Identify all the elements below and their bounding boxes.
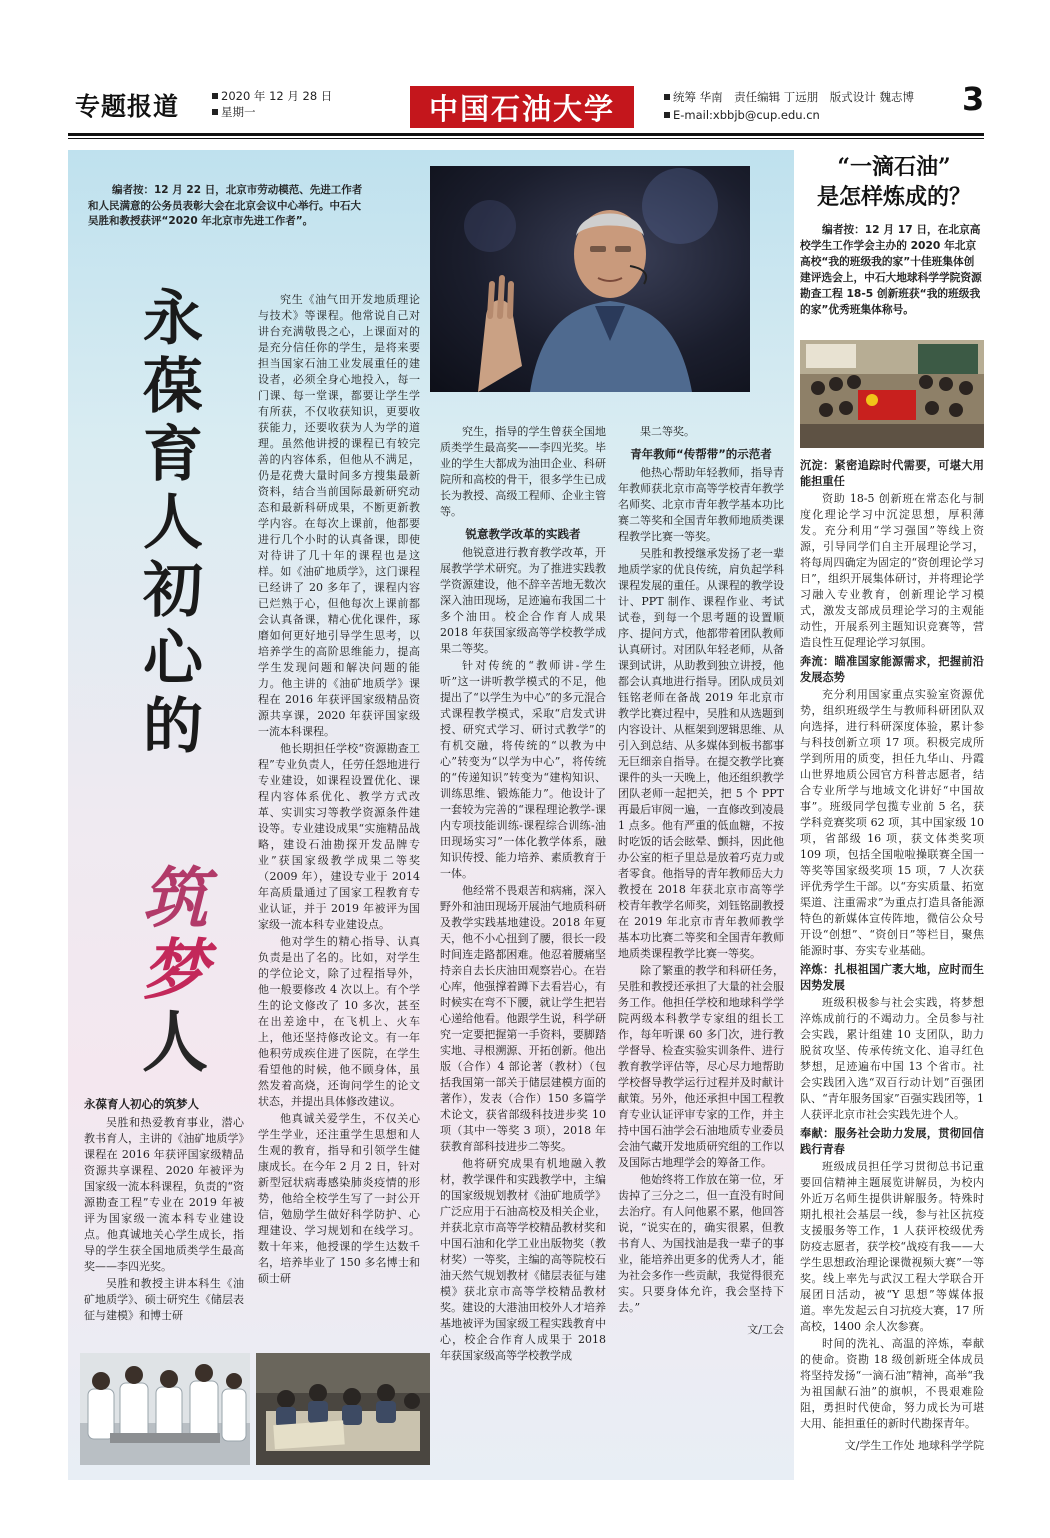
sidebar-subheading: 淬炼：扎根祖国广袤大地，应时而生因势发展 [800,963,984,992]
paragraph: 资助 18-5 创新班在常态化与制度化理论学习中沉淀思想，厚积薄发。充分利用“学习强国”等线上资源，引导同学们自主开展理论学习，将每周四确定为固定的“资创理论学习日”，组织开展集体研讨，并将理论学习融入专业教育，创新理论学习模式，激发支部成员理论学习的主观能动性，开展系列主题知识竞赛等，营造良性互促理论学习氛围。 [800,492,984,649]
headline-accent-char-2: 梦 [142,931,208,1009]
paragraph: 充分利用国家重点实验室资源优势，组织班级学生与教师科研团队双向选择，进行科研深度体验，累计参与科技创新立项 17 项。积极完成所学到所用的质变，担任九华山、丹霞山世界地质公园官方科普志愿者，结合专业所学与地域文化讲好“中国故事”。班级同学包揽专业前 5 名，获学科竞赛奖项 62 项，其中国家级 10 项，省部级 16 项，获文体类奖项 109 项，包括全国啦啦操联赛全国一等奖等国家级奖项 15 项，7 人次获评优秀学生干部。以“夯实质量、拓宽渠道、注重需求”为重点打造具备能源特色的新媒体宣传阵地，微信公众号开设“创想”、“资创日”等栏目，聚焦能源时事、夯实专业基础。 [800,688,984,957]
paragraph: 他真诚关爱学生，不仅关心学生学业，还注重学生思想和人生观的教育，指导和引领学生健康成长。在今年 2 月 2 日，针对新型冠状病毒感染肺炎疫情的形势，他给全校学生写了一封公开信，勉励学生做好科学防护、心理建设、学习规划和在线学习。数十年来，他授课的学生达数千名，培养毕业了 150 多名博士和硕士研 [258,1112,420,1285]
article-column-3 [440,424,606,1365]
issue-weekday: 星期一 [212,104,332,120]
editorial-credits [664,88,914,124]
paragraph: 班级积极参与社会实践，将梦想淬炼成前行的不竭动力。全员参与社会实践，累计组建 10 支团队，助力脱贫攻坚、传承传统文化、追寻红色梦想，足迹遍布中国 13 个省市。社会实践团入选“双百行动计划”百强团队、“青年服务国家”百强实践团等，1 人获评北京市社会实践先进个人。 [800,996,984,1121]
paragraph: 除了繁重的教学和科研任务，吴胜和教授还承担了大量的社会服务工作。他担任学校和地球科学学院两级本科教学专家组的组长工作，每年听课 60 多门次，进行教学督导、检查实验实训条件、进行教育教学评估等，尽心尽力地帮助学校督导教学运行过程并及时献计献策。另外，他还承担中国工程教育专业认证评审专家的工作，并主持中国石油学会石油地质专业委员会油气藏开发地质研究组的工作以及国际古地理学会的筹备工作。 [618,964,784,1169]
paragraph: 针对传统的“教师讲-学生听”这一讲听教学模式的不足，他提出了“以学生为中心”的多元混合式课程教学模式，采取“启发式讲授、研究式学习、研讨式教学”的有机交融，将传统的“以教为中心”转变为“以学为中心”，将传统的“传递知识”转变为“建构知识、训练思维、锻炼能力”。他设计了一套较为完善的“课程理论教学-课内专项技能训练-课程综合训练-油田现场实习”一体化教学体系，融知识传授、能力培养、素质教育于一体。 [440,659,606,880]
paragraph: 究生，指导的学生曾获全国地质类学生最高奖——李四光奖。毕业的学生大都成为油田企业、科研院所和高校的骨干，很多学生已成长为教授、高级工程师、企业主管等。 [440,425,606,518]
paragraph: 时间的洗礼、高温的淬炼，奉献的使命。资勘 18 级创新班全体成员将坚持发扬“一滴石油”精神，高举“我为祖国献石油”的旗帜，不畏艰难险阻，勇担时代使命，努力成长为可堪大用、能担重任的新时代勘探青年。 [800,1337,984,1430]
feature-editor-note: 编者按：12 月 22 日，北京市劳动模范、先进工作者和人民满意的公务员表彰大会在北京会议中心举行。中石大吴胜和教授获评“2020 年北京市先进工作者”。 [88,184,363,227]
section-title: 专题报道 [75,92,180,121]
header-rule-thin [68,138,984,139]
paragraph: 吴胜和热爱教育事业，潜心教书育人，主讲的《油矿地质学》课程在 2016 年获评国家级精品资源共享课程、2020 年被评为国家级一流本科课程，负责的“资源勘查工程”专业在 2019 年被评为国家级一流本科专业建设点。他真诚地关心学生成长，指导的学生获全国地质类学生最高奖——李四光奖。 [84,1116,244,1273]
paragraph: 他对学生的精心指导、认真负责是出了名的。比如，对学生的学位论文，除了过程指导外，他一般要修改 4 次以上。有个学生的论文修改了 10 多次，甚至在出差途中，在飞机上、火车上，他还坚持修改论文。有一年他积劳成疾住进了医院，在学生看望他的时候，他不顾身体，虽然发着高烧，还询问学生的论文状态，并提出具体修改建议。 [258,935,420,1108]
header-rule [68,133,984,136]
sidebar-subheading: 奔流：瞄准国家能源需求，把握前沿发展态势 [800,655,984,684]
class-group-photo [800,340,984,448]
portrait-illustration [430,166,750,392]
article-column-2 [258,292,420,1288]
class-group-photo-illustration [800,340,984,448]
sidebar-headline [796,152,992,212]
headline-accent-char-3: 人 [142,1003,208,1081]
article-byline: 文/工会 [747,1323,784,1336]
lab-photo [80,1353,250,1465]
sidebar-byline: 文/学生工作处 地球科学学院 [844,1439,984,1452]
paragraph: 他经常不畏艰苦和病痛，深入野外和油田现场开展油气地质科研及教学实践基地建设。2018 年夏天，他不小心扭到了腰，很长一段时间连走路都困难。他忍着腰痛坚持亲自去长庆油田观察岩心。在岩心库，他强撑着蹲下去看岩心，有时候实在弯不下腰，就让学生把岩心递给他看。他跟学生说，科学研究一定要把握第一手资料，要脚踏实地、寻根溯源、开拓创新。他出版（合作）4 部论著（教材）（包括我国第一部关于储层建模方面的著作），发表（合作）150 多篇学术论文，获省部级科技进步奖 10 项（其中一等奖 3 项），2018 年获教育部科技进步二等奖。 [440,884,606,1153]
article-column-1 [84,1090,244,1325]
email-line: E-mail:xbbjb@cup.edu.cn [664,106,914,124]
sidebar-subheading: 奉献：服务社会助力发展，贯彻回信践行青春 [800,1127,984,1156]
section-subheading: 永葆育人初心的筑梦人 [84,1097,199,1111]
article-column-4 [618,424,784,1339]
classroom-photo [256,1353,430,1465]
paragraph: 吴胜和教授继承发扬了老一辈地质学家的优良传统，肩负起学科课程发展的重任。从课程的教学设计、PPT 制作、课程作业、考试试卷，到每一个思考题的设置顺序、提问方式，他都带着团队教师认真研讨。对团队年轻老师，从备课到试讲，从助教到独立讲授，他都会认真地进行指导。团队成员刘钰铭老师在备战 2019 年北京市教学比赛过程中，吴胜和从选题到内容设计、从框架到逻辑思维、从引入到总结、从多媒体到板书都事无巨细亲自指导。在提交教学比赛课件的头一天晚上，他还组织教学团队老师一起把关，把 5 个 PPT 再最后审阅一遍，一直修改到凌晨 1 点多。他有严重的低血糖，不按时吃饭的话会眩晕、颤抖，因此他办公室的柜子里总是放着巧克力或者零食。他指导的青年教师岳大力教授在 2018 年获北京市高等学校青年教学名师奖，刘钰铭副教授在 2019 年北京市青年教师教学基本功比赛二等奖和全国青年教师地质类课程教学比赛一等奖。 [618,547,784,960]
paragraph: 他热心帮助年轻教师，指导青年教师获北京市高等学校青年教学名师奖、北京市青年教学基本功比赛二等奖和全国青年教师地质类课程教学比赛一等奖。 [618,466,784,543]
section-subheading: 青年教师“传帮带”的示范者 [630,447,772,461]
paragraph: 果二等奖。 [640,425,695,438]
lab-photo-illustration [80,1353,250,1465]
issue-date: 2020 年 12 月 28 日 [212,88,332,104]
sidebar-article [800,455,984,1455]
sidebar-subheading: 沉淀：紧密追踪时代需要，可堪大用能担重任 [800,459,984,488]
feature-headline-accent [120,859,230,1081]
classroom-photo-illustration [256,1353,430,1465]
paragraph: 究生《油气田开发地质理论与技术》等课程。他常说自己对讲台充满敬畏之心，上课面对的是充分信任你的学生，是将来要担当国家石油工业发展重任的建设者，必须全身心地投入，每一门课、每一堂课，都要让学生学有所获，不仅收获知识，更要收获能力，还要收获为人为学的道理。虽然他讲授的课程已有较完善的内容体系，但他从不满足，仍是花费大量时间多方搜集最新资料，结合当前国际最新研究动态和最新科研成果，不断更新教学内容。在每次上课前，他都要进行几个小时的认真备课，即使对待讲了几十年的课程也是这样。如《油矿地质学》，这门课程已经讲了 20 多年了，课程内容已烂熟于心，但他每次上课前都会认真备课，精心优化课件，琢磨如何更好地引导学生思考，以培养学生的高阶思维能力，提高学生发现问题和解决问题的能力。他主讲的《油矿地质学》课程在 2016 年获评国家级精品资源共享课，2020 年获评国家级一流本科课程。 [258,293,420,738]
issue-date-block [212,88,332,120]
sidebar-headline-line-2: 是怎样炼成的？ [816,184,971,210]
portrait-photo [430,166,750,392]
sidebar-editor-note: 编者按：12 月 17 日，在北京高校学生工作学会主办的 2020 年北京高校“我的班级我的家”十佳班集体创建评选会上，中石大地球科学学院资源勘查工程 18-5 创新班获“我的班级我的家”优秀班集体称号。 [800,223,982,316]
paragraph: 他锐意进行教育教学改革，开展教学学术研究。为了推进实践教学资源建设，他不辞辛苦地无数次深入油田现场，足迹遍布我国二十多个油田。校企合作育人成果 2018 年获国家级高等学校教学成果二等奖。 [440,546,606,655]
page-number: 3 [962,80,985,118]
paragraph: 他将研究成果有机地融入教材，教学课件和实践教学中，主编的国家级规划教材《油矿地质学》广泛应用于石油高校及相关企业，并获北京市高等学校精品教材奖和中国石油和化学工业出版物奖（教材奖）一等奖，主编的高等院校石油天然气规划教材《储层表征与建模》获北京市高等学校精品教材奖。建设的大港油田校外人才培养基地被评为国家级工程实践教育中心，校企合作育人成果于 2018 年获国家级高等学校教学成 [440,1157,606,1362]
feature-headline: 永葆育人初心的 [143,284,203,762]
paragraph: 他长期担任学校“资源勘查工程”专业负责人，任劳任怨地进行专业建设，如课程设置优化、课程内容体系优化、教学方式改革、实训实习等教学资源条件建设等。专业建设成果“实施精品战略，建设石油勘探开发品牌专业”获国家级教学成果二等奖（2009 年），建设专业于 2014 年高质量通过了国家工程教育专业认证，并于 2019 年被评为国家级一流本科专业建设点。 [258,742,420,931]
paragraph: 他始终将工作放在第一位，牙齿掉了三分之二，但一直没有时间去治疗。有人问他累不累，他回答说，“说实在的，确实很累，但教书育人、为国找油是我一辈子的事业，能培养出更多的优秀人才，能为社会多作一些贡献，我觉得很充实。只要身体允许，我会坚持下去。” [618,1173,784,1314]
section-subheading: 锐意教学改革的实践者 [465,527,581,541]
headline-accent-char-1: 筑 [142,859,208,937]
sidebar-headline-line-1: “一滴石油” [837,154,951,180]
paragraph: 吴胜和教授主讲本科生《油矿地质学》、硕士研究生《储层表征与建模》和博士研 [84,1277,244,1322]
masthead-logo: 中国石油大学 [410,86,634,128]
editors-line: 统筹 华南 责任编辑 丁远朋 版式设计 魏志博 [664,88,914,106]
paragraph: 班级成员担任学习贯彻总书记重要回信精神主题展览讲解员，为校内外近万名师生提供讲解服务。特殊时期扎根社会基层一线，参与社区抗疫支援服务等工作，1 人获评校级优秀防疫志愿者，获学校“战疫有我——大学生思想政治理论课微视频大赛”一等奖。线上率先与武汉工程大学联合开展团日活动，被“Y 思想”等媒体报道。率先发起云自习抗疫大赛，17 所高校，1400 余人次参赛。 [800,1160,984,1333]
